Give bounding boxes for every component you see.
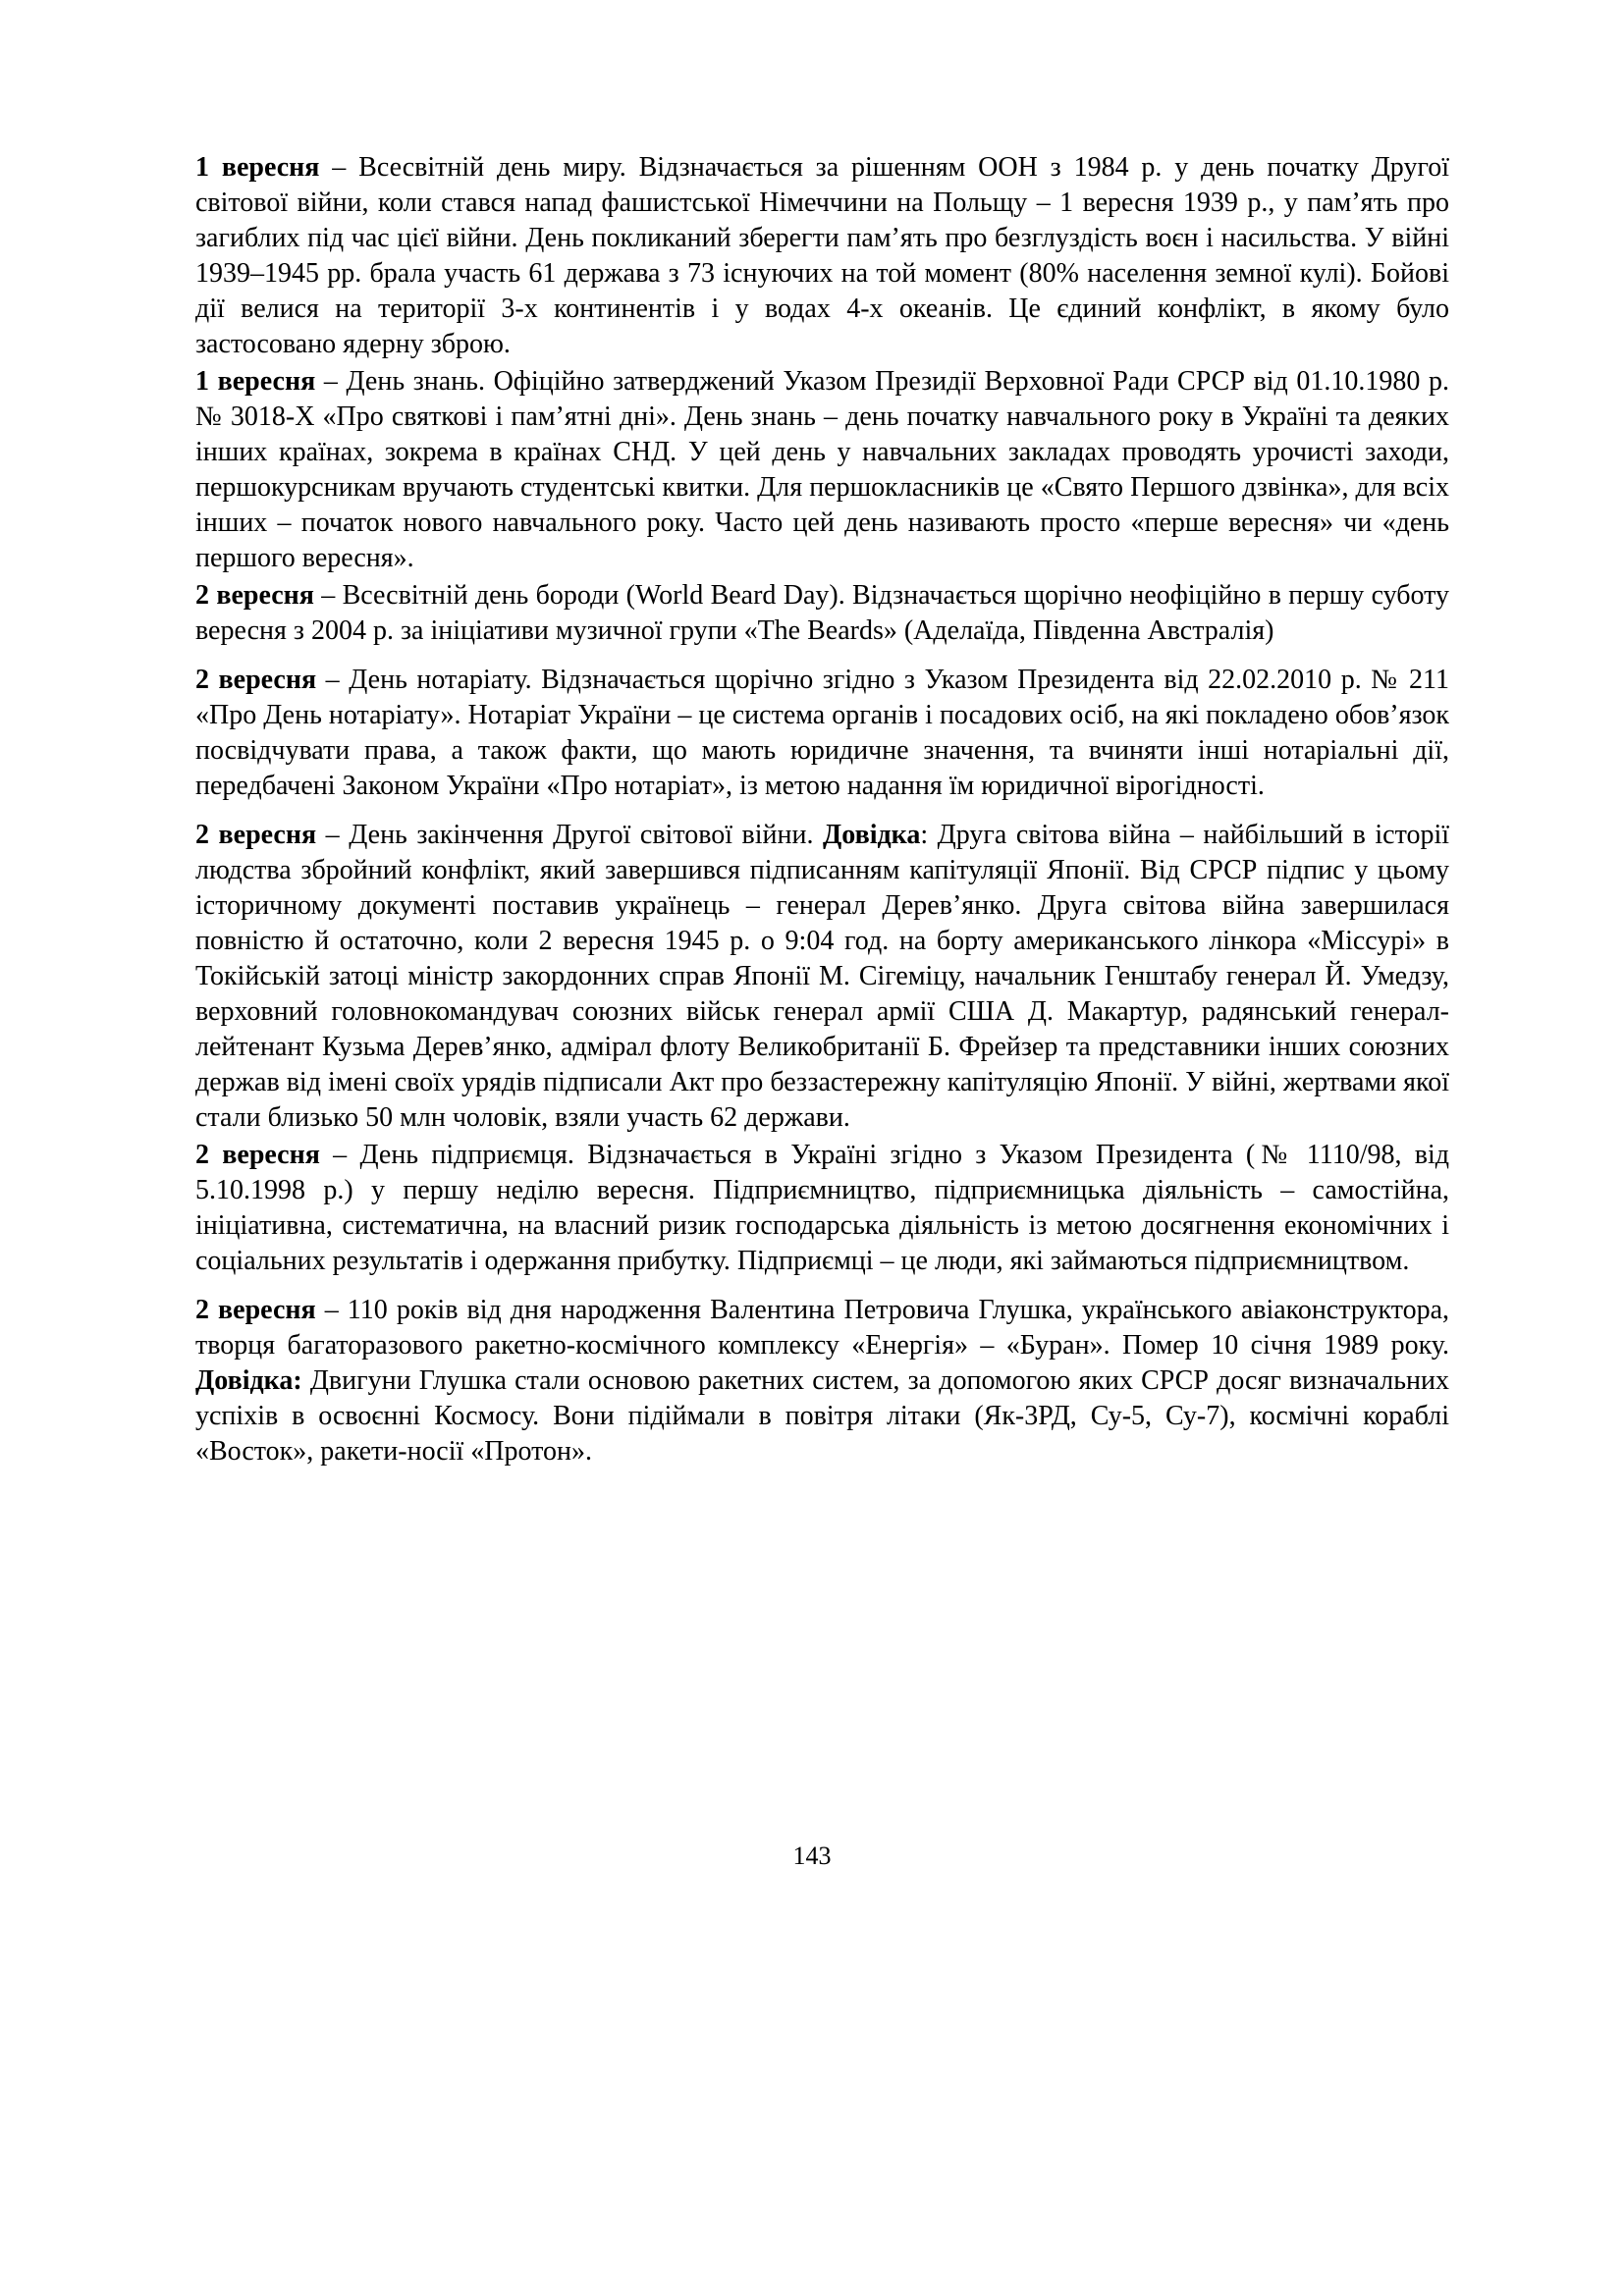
- entry-text: [195, 818, 1449, 1136]
- entry-date: 2 вересня: [195, 580, 314, 611]
- entry-ww2-end-day: [195, 818, 1449, 1136]
- entry-body: День знань. Офіційно затверджений Указом Президії Верховної Ради СРСР від 01.10.1980 р. № 3018-X «Про святкові і пам’ятні дні». День знань – день початку навчального року в Україні та деяких інших країнах, зокрема в країнах СНД. У цей день у навчальних закладах проводять урочисті заходи, першокурсникам вручають студентські квитки. Для першокласників це «Свято Першого дзвінка», для всіх інших – початок нового навчального року. Часто цей день називають просто «перше вересня» чи «день першого вересня».: [195, 366, 1450, 573]
- calendar-entries: [195, 150, 1449, 1469]
- entry-body: Всесвітній день миру. Відзначається за рішенням ООН з 1984 р. у день початку Другої світової війни, коли стався напад фашистської Німеччини на Польщу – 1 вересня 1939 р., у пам’ять про загиблих під час цієї війни. День покликаний зберегти пам’ять про безглуздість воєн і насильства. У війні 1939–1945 рр. брала участь 61 держава з 73 існуючих на той момент (80% населення земної кулі). Бойові дії велися на території 3-х континентів і у водах 4-х океанів. Це єдиний конфлікт, в якому було застосовано ядерну зброю.: [195, 152, 1450, 359]
- entry-text: [195, 1138, 1449, 1279]
- entry-knowledge-day: [195, 364, 1449, 576]
- entry-date: 2 вересня: [195, 1295, 316, 1325]
- entry-dash: –: [315, 1295, 348, 1325]
- entry-dash: –: [313, 580, 343, 611]
- entry-body: День підприємця. Відзначається в Україні згідно з Указом Президента (№ 1110/98, від 5.10.1998 р.) у першу неділю вересня. Підприємництво, підприємницька діяльність – самостійна, ініціативна, систематична, на власний ризик господарська діяльність із метою досягнення економічних і соціальних результатів і одержання прибутку. Підприємці – це люди, які займаються підприємництвом.: [195, 1140, 1450, 1276]
- entry-date: 2 вересня: [195, 820, 317, 850]
- reference-label: Довідка: [823, 820, 921, 850]
- entry-body: День закінчення Другої світової війни.: [349, 820, 824, 850]
- entry-world-peace-day: [195, 150, 1449, 362]
- entry-body: День нотаріату. Відзначається щорічно згідно з Указом Президента від 22.02.2010 р. № 211 «Про День нотаріату». Нотаріат України – це система органів і посадових осіб, на які покладено обов’язок посвідчувати права, а також факти, що мають юридичне значення, та вчиняти інші нотаріальні дії, передбачені Законом України «Про нотаріат», із метою надання їм юридичної вірогідності.: [195, 665, 1449, 801]
- entry-text: [195, 150, 1449, 362]
- entry-body-continued: Двигуни Глушка стали основою ракетних систем, за допомогою яких СРСР досяг визначальних успіхів в освоєнні Космосу. Вони підіймали в повітря літаки (Як-3РД, Су-5, Су-7), космічні кораблі «Восток», ракети-носії «Протон».: [195, 1365, 1449, 1467]
- entry-date: 2 вересня: [195, 1140, 320, 1170]
- entry-text: [195, 578, 1449, 649]
- entry-text: [195, 364, 1449, 576]
- entry-date: 2 вересня: [195, 665, 317, 695]
- entry-dash: –: [315, 366, 347, 397]
- entry-dash: –: [319, 1140, 360, 1170]
- entry-dash: –: [316, 820, 350, 850]
- entry-notary-day: [195, 663, 1449, 804]
- page-number: 143: [792, 1842, 832, 1870]
- entry-world-beard-day: [195, 578, 1449, 649]
- entry-date: 1 вересня: [195, 152, 320, 183]
- entry-text: [195, 1293, 1449, 1469]
- entry-date: 1 вересня: [195, 366, 316, 397]
- entry-text: [195, 663, 1449, 804]
- entry-glushko-anniversary: [195, 1293, 1449, 1469]
- reference-label: Довідка:: [195, 1365, 302, 1396]
- entry-dash: –: [319, 152, 359, 183]
- entry-entrepreneur-day: [195, 1138, 1449, 1279]
- entry-body: 110 років від дня народження Валентина Петровича Глушка, українського авіаконструктора, творця багаторазового ракетно-космічного комплексу «Енергія» – «Буран». Помер 10 січня 1989 року.: [195, 1295, 1450, 1361]
- entry-body-continued: : Друга світова війна – найбільший в історії людства збройний конфлікт, який завершився підписанням капітуляції Японії. Від СРСР підпис у цьому історичному документі поставив українець – генерал Дерев’янко. Друга світова війна завершилася повністю й остаточно, коли 2 вересня 1945 р. о 9:04 год. на борту американського лінкора «Міссурі» в Токійській затоці міністр закордонних справ Японії М. Сігеміцу, начальник Генштабу генерал Й. Умедзу, верховний головнокомандувач союзних військ генерал армії США Д. Макартур, радянський генерал-лейтенант Кузьма Дерев’янко, адмірал флоту Великобританії Б. Фрейзер та представники інших союзних держав від імені своїх урядів підписали Акт про беззастережну капітуляцію Японії. У війні, жертвами якої стали близько 50 млн чоловік, взяли участь 62 держави.: [195, 820, 1449, 1133]
- entry-dash: –: [316, 665, 350, 695]
- entry-body: Всесвітній день бороди (World Beard Day). Відзначається щорічно неофіційно в першу суботу вересня з 2004 р. за ініціативи музичної групи «The Beards» (Аделаїда, Південна Австралія): [195, 580, 1450, 646]
